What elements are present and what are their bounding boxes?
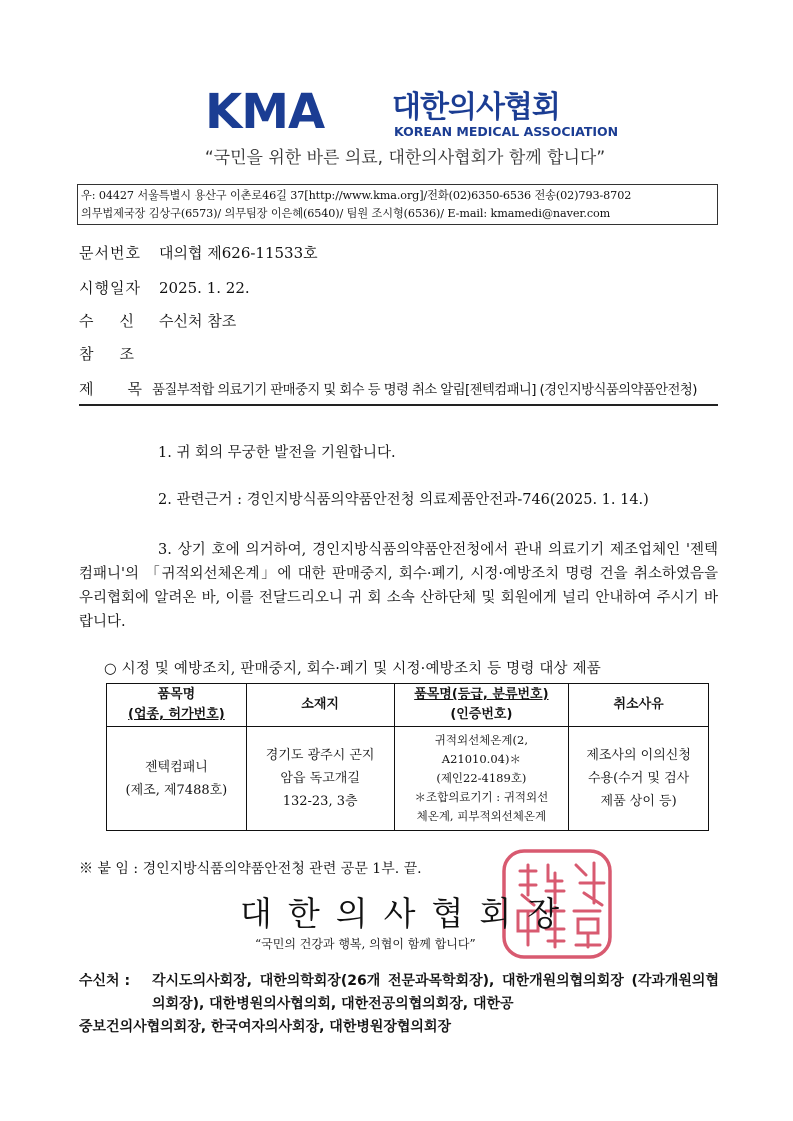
date-label: 시행일자 [79,279,141,297]
header-reason: 취소사유 [569,684,709,727]
doc-number: 대의협 제626-11533호 [159,244,318,262]
header-item-name: 품목명 (업종, 허가번호) [107,684,247,727]
paragraph-1: 1. 귀 회의 무궁한 발전을 기원합니다. [158,445,396,461]
address-box [77,184,718,225]
reference-row [79,343,159,364]
cell-reason: 제조사의 이의신청 수용(수거 및 검사 제품 상이 등) [569,727,709,831]
date-row [79,277,250,298]
recipient-value: 수신처 참조 [159,312,237,330]
kma-logo [205,84,619,144]
cell-product: 귀적외선체온계(2, A21010.04)＊ (제인22-4189호) ＊조합의료기기 : 귀적외선 체온계, 피부적외선체온계 [394,727,569,831]
address-line-1: 우: 04427 서울특별시 용산구 이촌로46길 37[http://www.kma.org]/전화(02)6350-6536 전송(02)793-8702 [81,189,632,202]
header-location: 소재지 [246,684,394,727]
cell-address: 경기도 광주시 곤지 암읍 독고개길 132-23, 3층 [246,727,394,831]
subject-row [79,378,697,399]
logo-name-korean: 대한의사협회 [392,90,560,125]
cell-company: 젠텍컴패니 (제조, 제7488호) [107,727,247,831]
reference-label: 참조 [79,345,160,363]
subject-label: 제목 [79,380,176,398]
table-header-row [107,684,709,727]
attachment-note: ※ 붙 임 : 경인지방식품의약품안전청 관련 공문 1부. 끝. [79,861,422,877]
header-slogan: “국민을 위한 바른 의료, 대한의사협회가 함께 합니다” [204,148,606,168]
header-product: 품목명(등급, 분류번호) (인증번호) [394,684,569,727]
product-table [106,683,709,831]
recipient-label: 수신 [79,312,160,330]
recipient-row [79,310,236,331]
paragraph-2: 2. 관련근거 : 경인지방식품의약품안전청 의료제품안전과-746(2025. 1. 14.) [158,492,649,508]
subject-text: 품질부적합 의료기기 판매중지 및 회수 등 명령 취소 알림[젠텍컴패니] (경인지방식품의약품안전청) [152,383,697,398]
doc-number-row [79,242,318,263]
doc-number-label: 문서번호 [79,244,141,262]
address-line-2: 의무법제국장 김상구(6573)/ 의무팀장 이은혜(6540)/ 팀원 조시형(6536)/ E-mail: kmamedi@naver.com [81,207,611,220]
date-value: 2025. 1. 22. [159,279,250,297]
recipients-text-line3: 중보건의사협의회장, 한국여자의사회장, 대한병원장협의회장 [79,1019,452,1035]
divider [79,404,718,406]
signature-motto: “국민의 건강과 행복, 의협이 함께 합니다” [255,937,476,951]
table-title: ○ 시정 및 예방조치, 판매중지, 회수·폐기 및 시정·예방조치 등 명령 대상 제품 [104,661,601,677]
paragraph-3: 3. 상기 호에 의거하여, 경인지방식품의약품안전청에서 관내 의료기기 제조업체인 '젠텍컴패니'의 「귀적외선체온계」에 대한 판매중지, 회수·폐기, 시정·예방조치 명령 건을 취소하였음을 우리협회에 알려온 바, 이를 전달드리오니 귀 회 소속 산하단체 및 회원에게 널리 안내하여 주시기 바랍니다. [79,542,718,630]
logo-mark: KMA [205,84,325,140]
table-row [107,727,709,831]
recipients-label: 수신처 : [79,973,131,989]
logo-name-english: KOREAN MEDICAL ASSOCIATION [394,124,619,139]
recipients-text: 각시도의사회장, 대한의학회장(26개 전문과목학회장), 대한개원의협의회장 (각과개원의협의회장), 대한병원의사협의회, 대한전공의협의회장, 대한공 [152,973,719,1012]
president-signature: 대한의사협회장 [240,894,576,933]
